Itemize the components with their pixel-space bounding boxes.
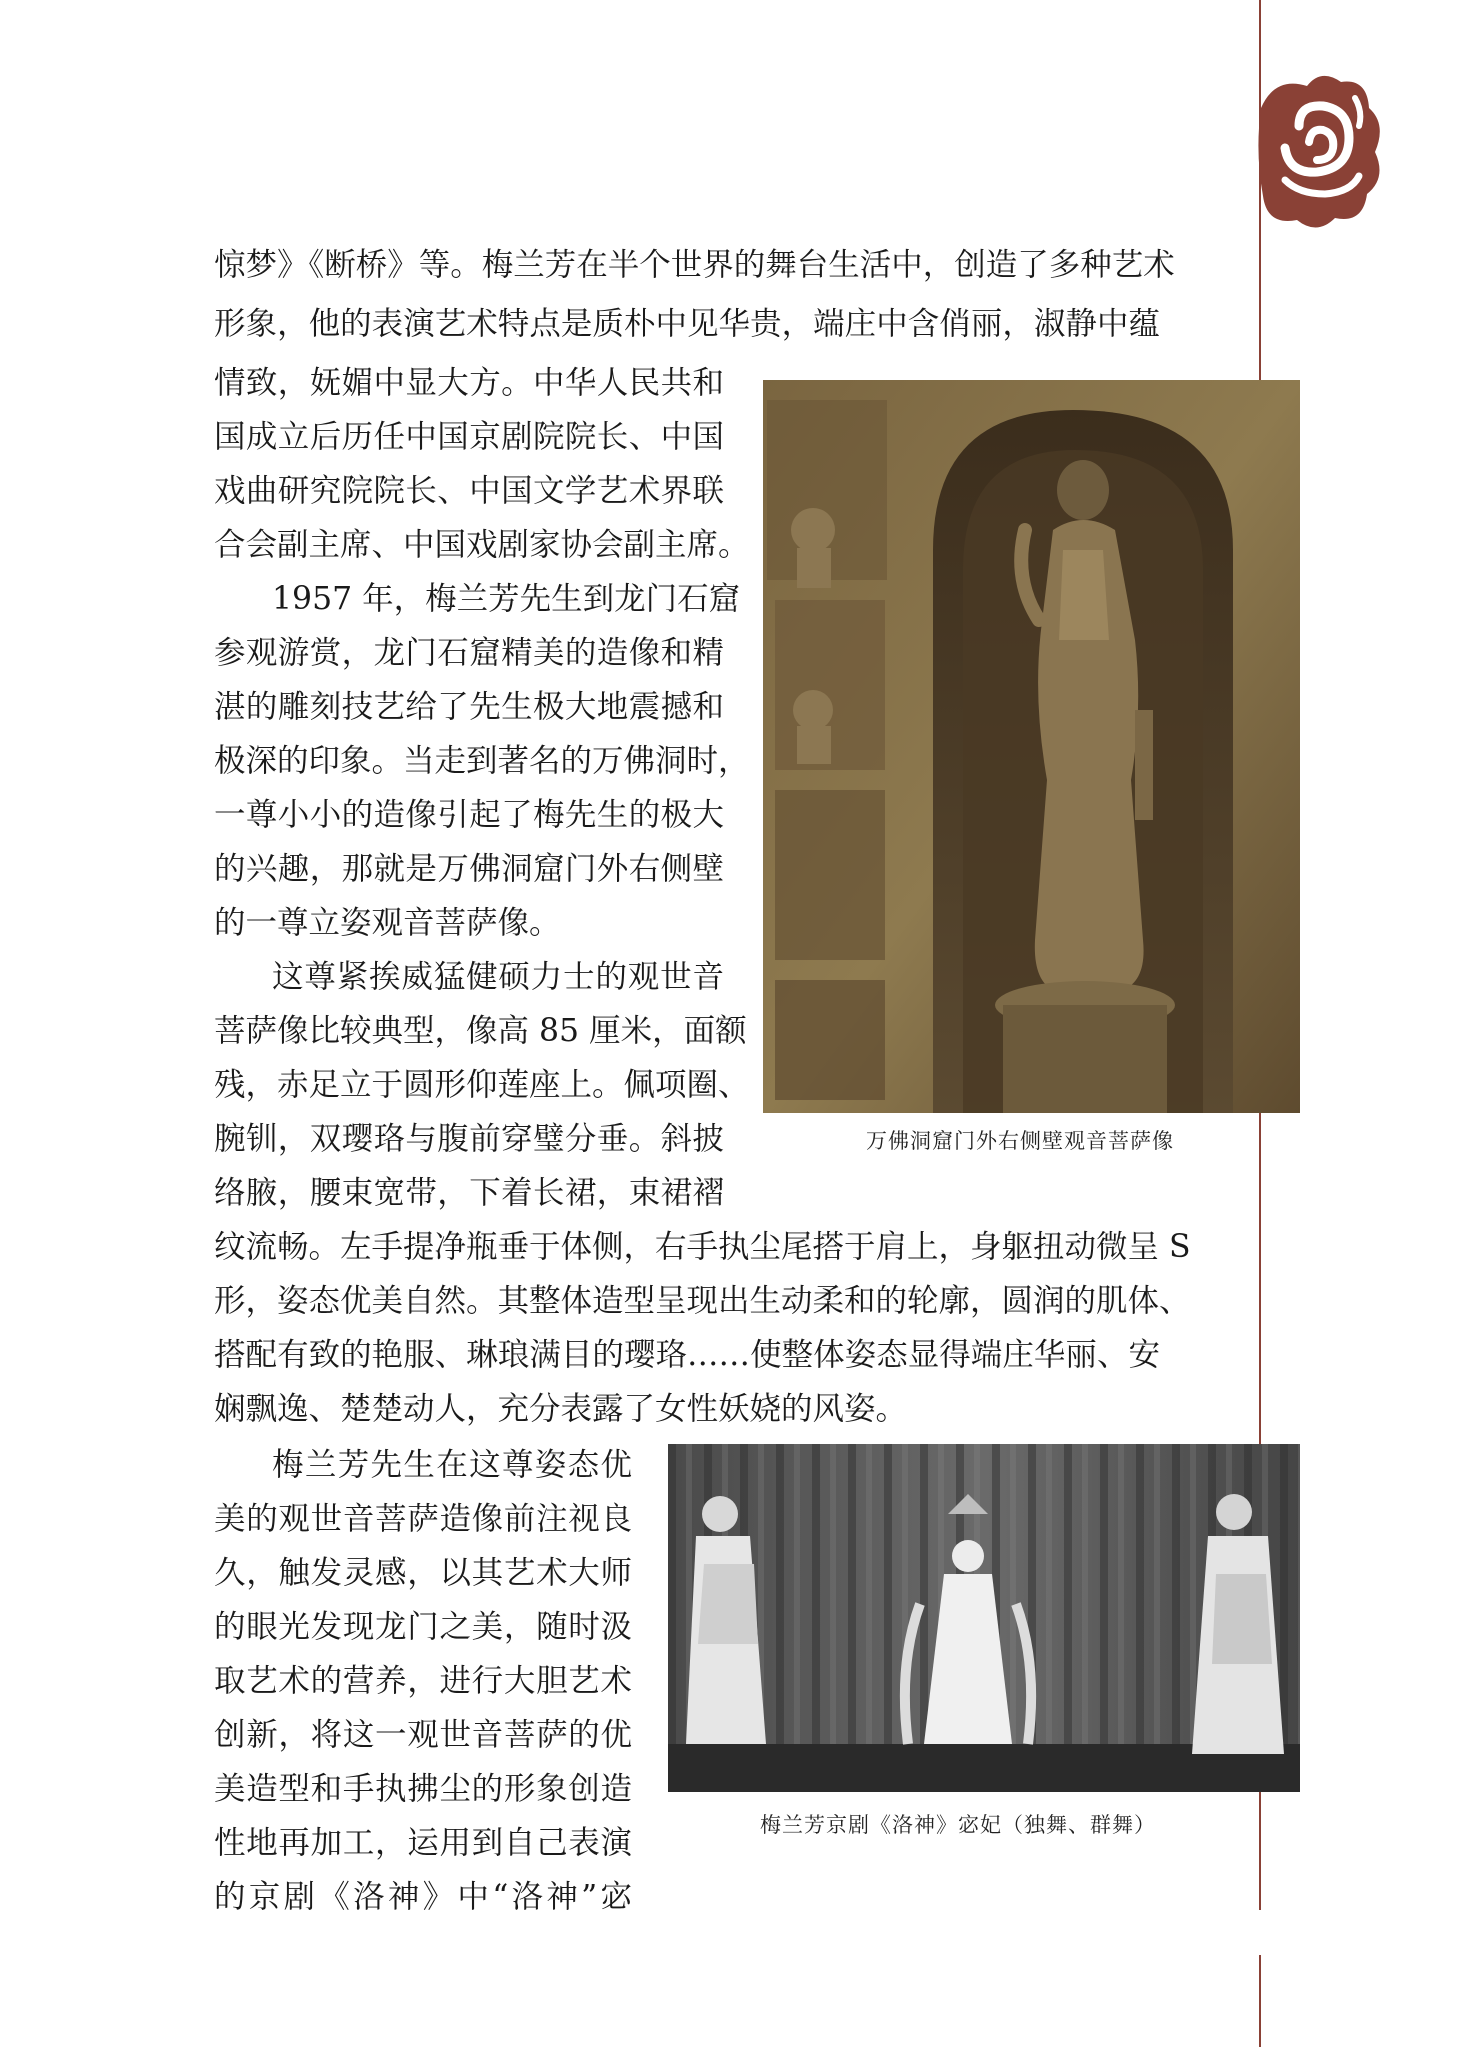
text-line: 国成立后历任中国京剧院院长、中国	[214, 419, 724, 455]
text-line: 取艺术的营养，进行大胆艺术	[214, 1663, 632, 1699]
text-line: 戏曲研究院院长、中国文学艺术界联	[214, 473, 724, 509]
text-line: 湛的雕刻技艺给了先生极大地震撼和	[214, 689, 724, 725]
text-line: 形，姿态优美自然。其整体造型呈现出生动柔和的轮廓，圆润的肌体、	[214, 1283, 1191, 1319]
text-line: 纹流畅。左手提净瓶垂于体侧，右手执尘尾搭于肩上，身躯扭动微呈 S	[214, 1229, 1191, 1265]
text-line: 搭配有致的艳服、琳琅满目的璎珞……使整体姿态显得端庄华丽、安	[214, 1337, 1160, 1373]
cloud-scroll-ornament-icon	[1255, 68, 1387, 238]
guanyin-statue-photo	[763, 380, 1300, 1113]
text-line: 络腋，腰束宽带，下着长裙，束裙褶	[214, 1175, 724, 1211]
text-line: 情致，妩媚中显大方。中华人民共和	[214, 365, 724, 401]
text-line: 性地再加工，运用到自己表演	[214, 1825, 632, 1861]
margin-rule-bottom	[1259, 1955, 1261, 2047]
text-line: 娴飘逸、楚楚动人，充分表露了女性妖娆的风姿。	[214, 1391, 908, 1427]
text-line: 参观游赏，龙门石窟精美的造像和精	[214, 635, 724, 671]
text-line: 久，触发灵感，以其艺术大师	[214, 1555, 632, 1591]
text-line: 一尊小小的造像引起了梅先生的极大	[214, 797, 724, 833]
text-line: 极深的印象。当走到著名的万佛洞时，	[214, 743, 750, 779]
text-line: 的京剧《洛神》中“洛神”宓	[214, 1879, 632, 1915]
text-line: 美造型和手执拂尘的形象创造	[214, 1771, 632, 1807]
text-line: 形象，他的表演艺术特点是质朴中见华贵，端庄中含俏丽，淑静中蕴	[214, 306, 1160, 342]
text-line: 梅兰芳先生在这尊姿态优	[272, 1447, 632, 1483]
text-line: 惊梦》《断桥》等。梅兰芳在半个世界的舞台生活中，创造了多种艺术	[214, 247, 1175, 283]
luoshen-opera-photo	[668, 1444, 1300, 1792]
text-line: 这尊紧挨威猛健硕力士的观世音	[272, 959, 724, 995]
text-line: 腕钏，双璎珞与腹前穿璧分垂。斜披	[214, 1121, 724, 1157]
text-line: 1957 年，梅兰芳先生到龙门石窟	[272, 581, 741, 617]
text-line: 合会副主席、中国戏剧家协会副主席。	[214, 527, 750, 563]
text-line: 的一尊立姿观音菩萨像。	[214, 905, 561, 941]
figure-caption: 万佛洞窟门外右侧壁观音菩萨像	[866, 1129, 1174, 1153]
text-line: 美的观世音菩萨造像前注视良	[214, 1501, 632, 1537]
text-line: 的眼光发现龙门之美，随时汲	[214, 1609, 632, 1645]
figure-caption: 梅兰芳京剧《洛神》宓妃（独舞、群舞）	[760, 1813, 1156, 1837]
text-line: 创新，将这一观世音菩萨的优	[214, 1717, 632, 1753]
text-line: 的兴趣，那就是万佛洞窟门外右侧壁	[214, 851, 724, 887]
text-line: 菩萨像比较典型，像高 85 厘米，面额	[214, 1013, 747, 1049]
text-line: 残，赤足立于圆形仰莲座上。佩项圈、	[214, 1067, 750, 1103]
